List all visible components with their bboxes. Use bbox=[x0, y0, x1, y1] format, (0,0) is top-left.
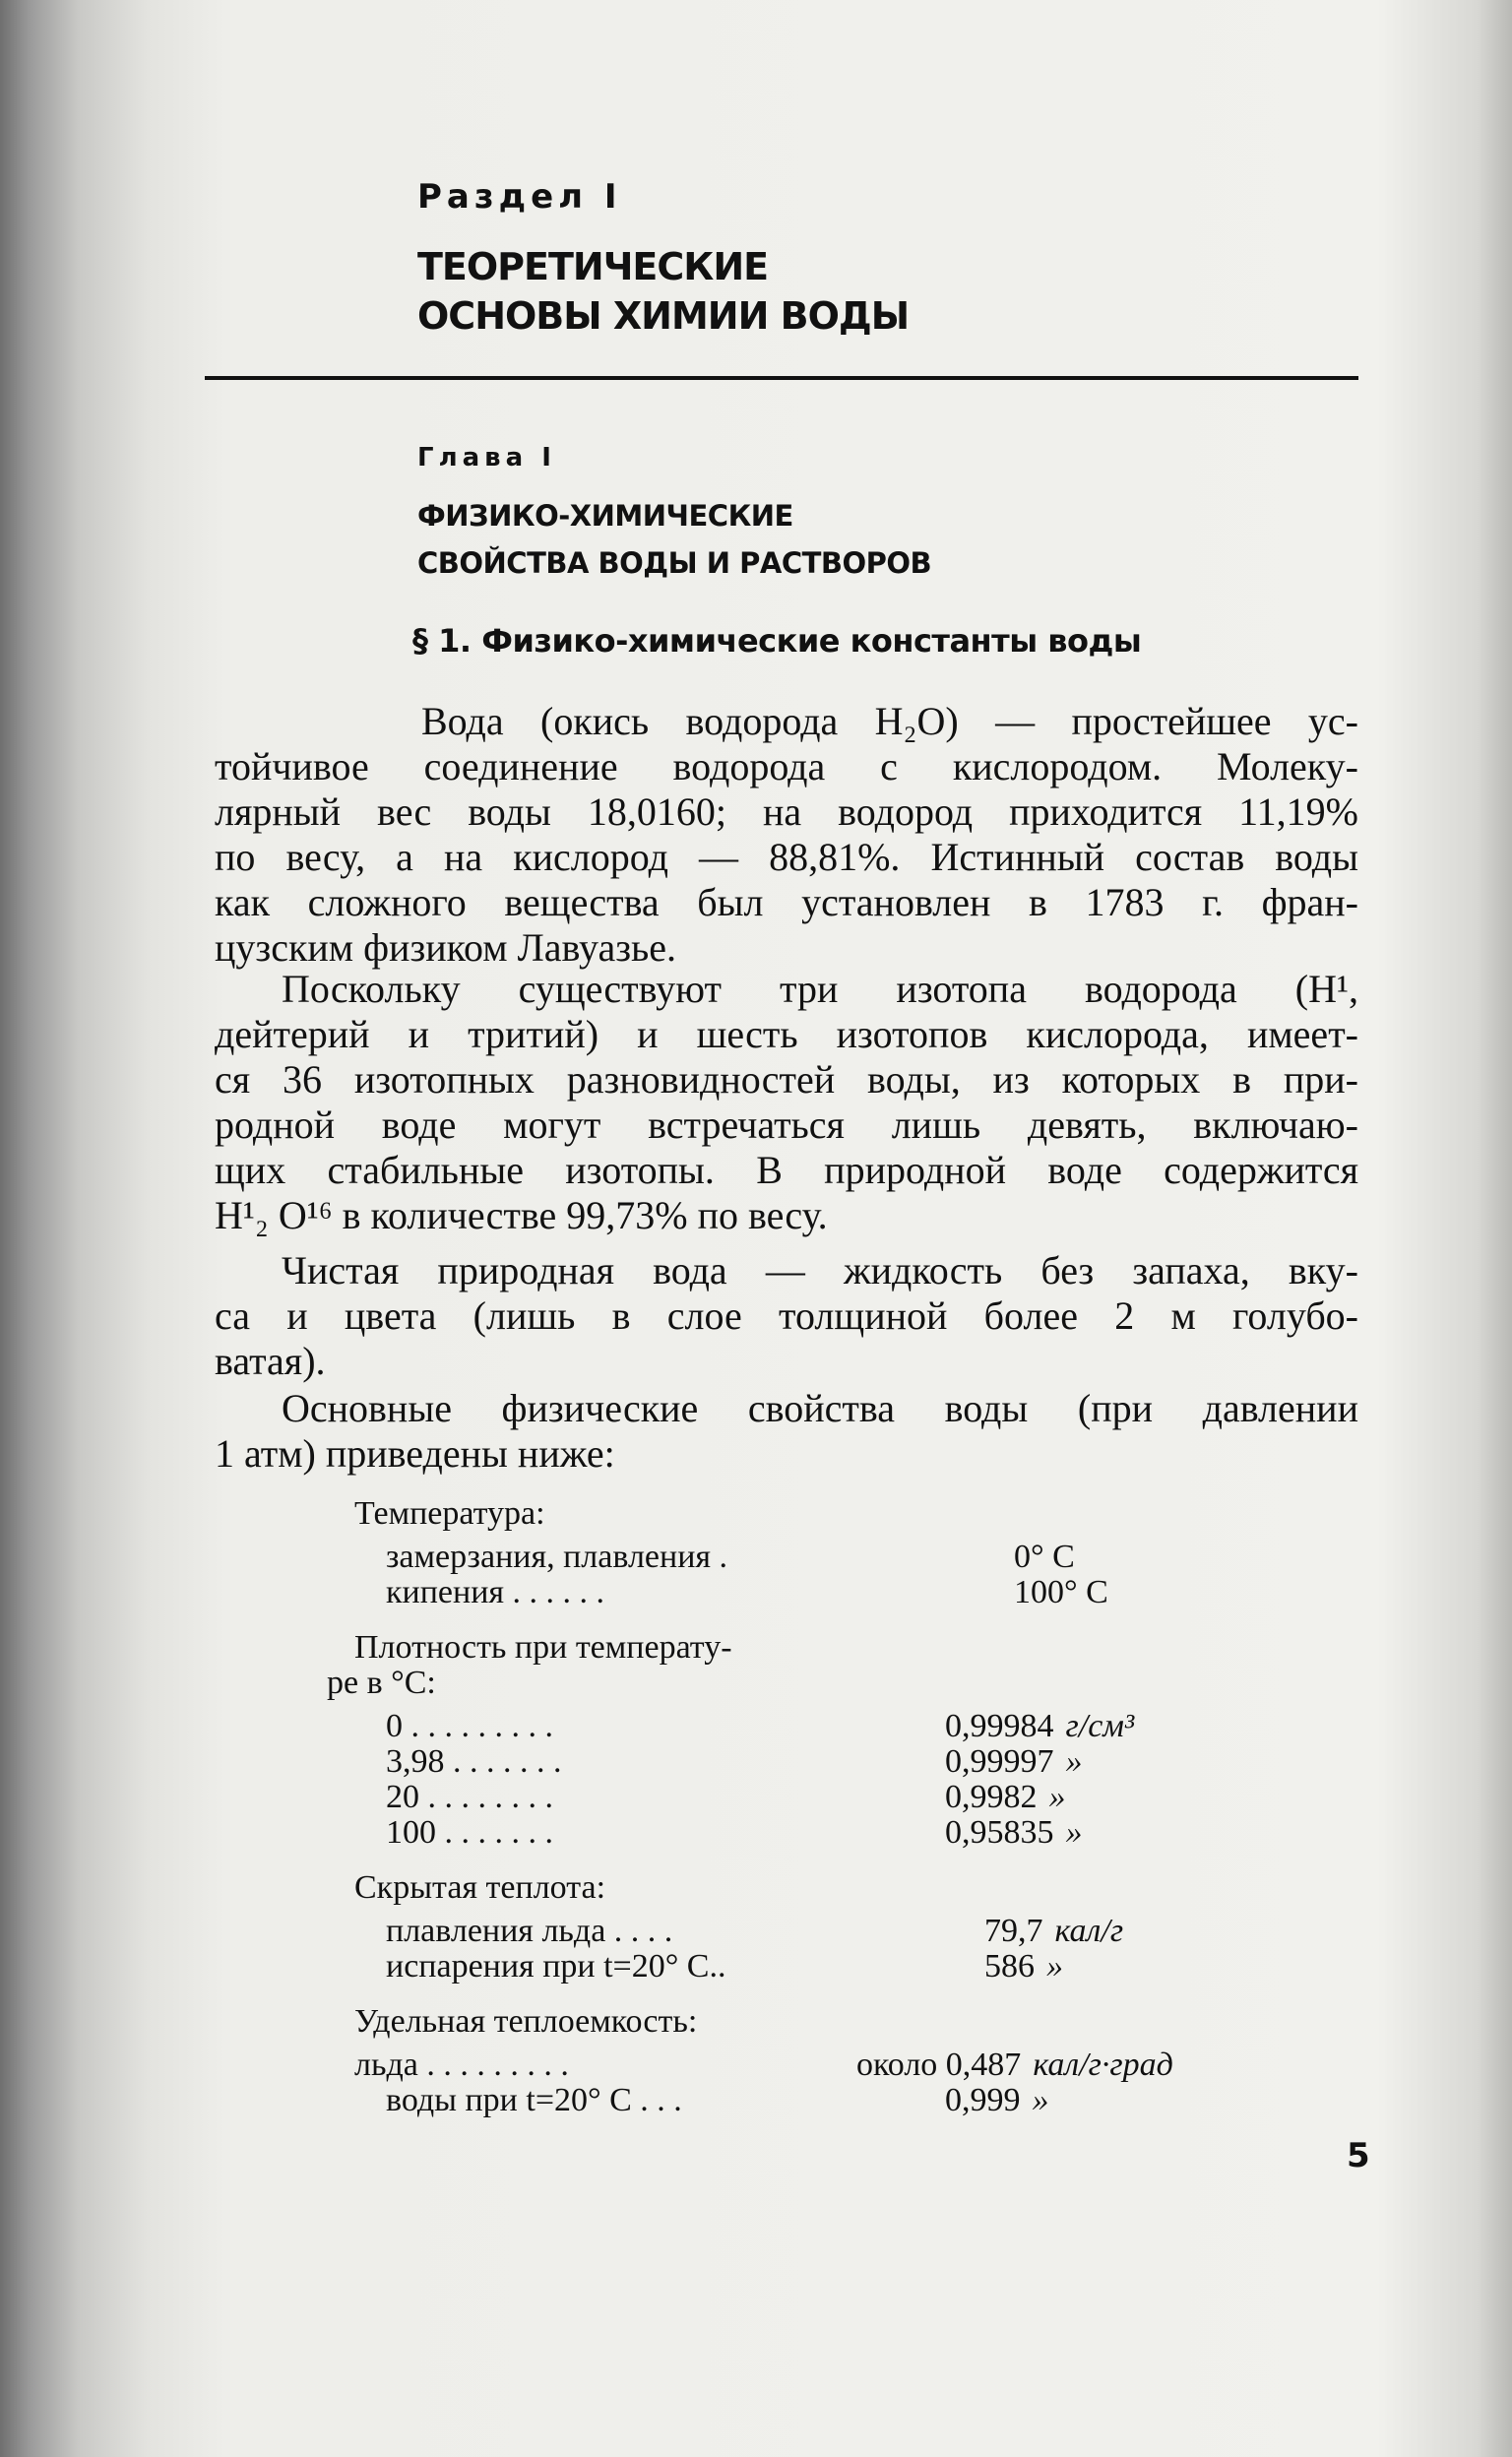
table-row bbox=[354, 1744, 1339, 1780]
row-label: испарения при t=20° C.. bbox=[386, 1948, 726, 1984]
text-line: Чистая природная вода — жидкость без запаха, вку- bbox=[282, 1248, 1358, 1292]
row-unit: кал/г bbox=[1054, 1913, 1124, 1949]
text-line: по весу, а на кислород — 88,81%. Истинный состав воды bbox=[215, 835, 1358, 879]
table-row bbox=[354, 1709, 1339, 1744]
row-label: плавления льда . . . . bbox=[386, 1913, 673, 1949]
group-heading: ре в °C: bbox=[327, 1665, 436, 1701]
row-label: воды при t=20° C . . . bbox=[386, 2082, 682, 2118]
row-unit: » bbox=[1046, 1948, 1063, 1984]
paragraph bbox=[215, 1248, 1358, 1384]
text-line: лярный вес воды 18,0160; на водород приходится 11,19% bbox=[215, 789, 1358, 834]
text-line: H¹₂ O¹⁶ в количестве 99,73% по весу. bbox=[215, 1193, 828, 1237]
text-line: Поскольку существуют три изотопа водорода (H¹, bbox=[282, 967, 1358, 1011]
row-label: замерзания, плавления . bbox=[386, 1539, 728, 1575]
table-row bbox=[354, 1575, 1339, 1610]
text-line: цузским физиком Лавуазье. bbox=[215, 925, 677, 970]
text-line: тойчивое соединение водорода с кислородом. Молеку- bbox=[215, 744, 1358, 788]
group-heading: Плотность при температу- bbox=[354, 1629, 732, 1666]
row-unit: » bbox=[1048, 1779, 1066, 1815]
text-line: как сложного вещества был установлен в 1783 г. фран- bbox=[215, 880, 1358, 924]
table-row bbox=[354, 1949, 1339, 1984]
row-unit: » bbox=[1032, 2082, 1049, 2118]
row-value: 0,99997 bbox=[945, 1743, 1054, 1780]
row-unit: кал/г·град bbox=[1033, 2047, 1173, 2083]
paragraph bbox=[215, 967, 1358, 1238]
row-label: кипения . . . . . . bbox=[386, 1574, 605, 1610]
text-line: Основные физические свойства воды (при давлении bbox=[282, 1386, 1358, 1430]
table-row bbox=[354, 1780, 1339, 1815]
text-line: родной воде могут встречаться лишь девять, включаю- bbox=[215, 1102, 1358, 1147]
row-unit: » bbox=[1065, 1743, 1083, 1780]
properties-table bbox=[327, 1495, 1339, 2118]
paragraph-heading: § 1. Физико-химические константы воды bbox=[412, 622, 1142, 660]
table-row bbox=[354, 2083, 1339, 2118]
body-text bbox=[215, 699, 1358, 1477]
row-unit: г/см³ bbox=[1065, 1708, 1135, 1744]
chapter-label: Глава I bbox=[417, 443, 556, 472]
text-line: ся 36 изотопных разновидностей воды, из которых в при- bbox=[215, 1057, 1358, 1102]
text-line: Вода (окись водорода H₂O) — простейшее ус- bbox=[421, 699, 1358, 743]
page-number: 5 bbox=[1347, 2136, 1370, 2175]
section-title-line: ТЕОРЕТИЧЕСКИЕ bbox=[417, 245, 769, 288]
row-value: 100° C bbox=[1014, 1574, 1108, 1610]
chapter-title-line: СВОЙСТВА ВОДЫ И РАСТВОРОВ bbox=[417, 546, 932, 580]
group-heading: Скрытая теплота: bbox=[354, 1869, 606, 1906]
table-row bbox=[354, 1914, 1339, 1949]
text-line: са и цвета (лишь в слое толщиной более 2 м голубо- bbox=[215, 1293, 1358, 1338]
row-value: 0,999 bbox=[945, 2082, 1021, 2118]
paragraph bbox=[215, 1386, 1358, 1477]
row-value: 586 bbox=[984, 1948, 1035, 1984]
paragraph bbox=[215, 699, 1358, 971]
row-label: 0 . . . . . . . . . bbox=[386, 1708, 553, 1744]
chapter-title-line: ФИЗИКО-ХИМИЧЕСКИЕ bbox=[417, 499, 793, 533]
row-label: 3,98 . . . . . . . bbox=[386, 1743, 562, 1780]
section-title-line: ОСНОВЫ ХИМИИ ВОДЫ bbox=[417, 294, 910, 338]
text-line: дейтерий и тритий) и шесть изотопов кислорода, имеет- bbox=[215, 1012, 1358, 1056]
row-value: 0,95835 bbox=[945, 1814, 1054, 1851]
row-value: 0,9982 bbox=[945, 1779, 1038, 1815]
row-label: 100 . . . . . . . bbox=[386, 1814, 553, 1851]
table-row bbox=[354, 1815, 1339, 1851]
horizontal-rule bbox=[205, 376, 1358, 380]
row-value: 79,7 bbox=[984, 1913, 1043, 1949]
text-line: ватая). bbox=[215, 1339, 326, 1383]
row-value: 0° C bbox=[1014, 1539, 1075, 1575]
table-row bbox=[354, 2048, 1339, 2083]
section-title bbox=[417, 242, 909, 341]
group-heading: Температура: bbox=[354, 1495, 545, 1532]
text-line: щих стабильные изотопы. В природной воде содержится bbox=[215, 1148, 1358, 1192]
row-label: 20 . . . . . . . . bbox=[386, 1779, 553, 1815]
row-value: около 0,487 bbox=[856, 2047, 1022, 2083]
text-line: 1 атм) приведены ниже: bbox=[215, 1431, 615, 1476]
group-heading: Удельная теплоемкость: bbox=[354, 2003, 698, 2040]
chapter-title bbox=[417, 492, 931, 587]
row-label: льда . . . . . . . . . bbox=[354, 2047, 569, 2083]
table-row bbox=[354, 1540, 1339, 1575]
row-unit: » bbox=[1065, 1814, 1083, 1851]
row-value: 0,99984 bbox=[945, 1708, 1054, 1744]
section-label: Раздел I bbox=[417, 177, 622, 217]
